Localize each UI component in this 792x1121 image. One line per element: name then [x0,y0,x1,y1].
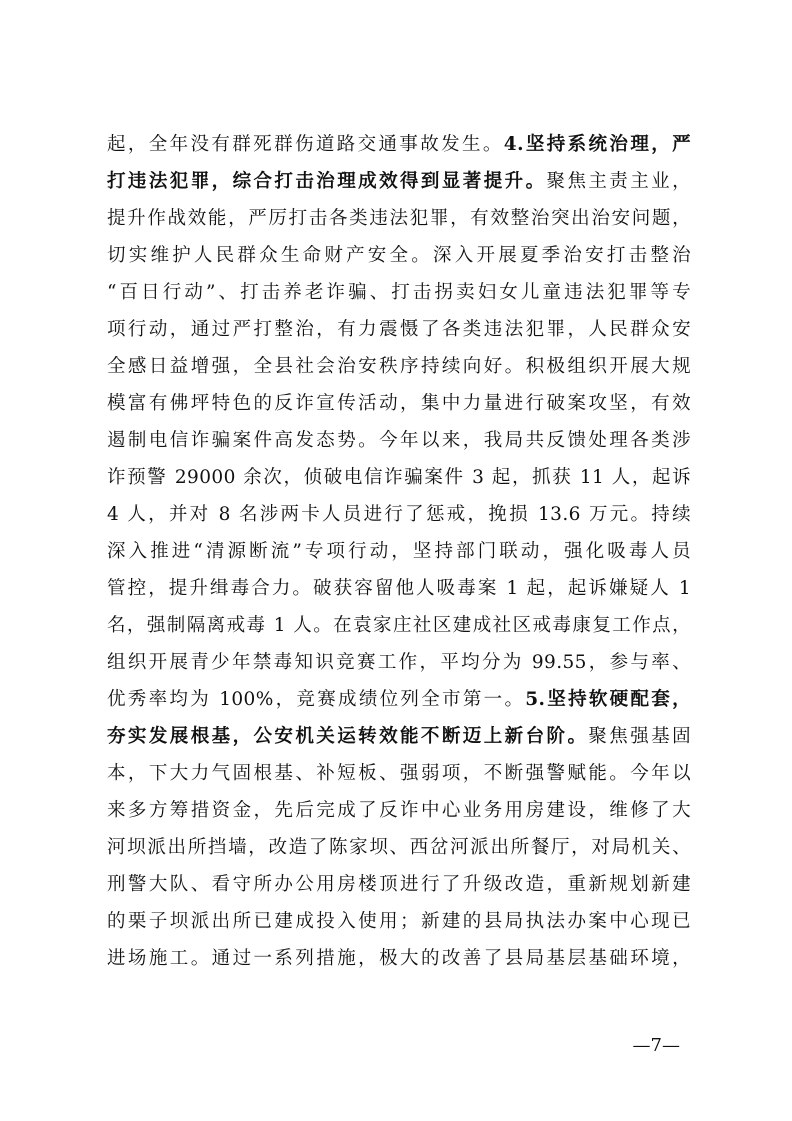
text-line [107,866,691,903]
text-line [107,755,691,792]
text-segment: 全感日益增强，全县社会治安秩序持续向好。积极组织开展大规 [107,356,691,377]
text-line [107,644,691,681]
page-number: —7— [632,1035,680,1056]
text-line [107,348,691,385]
text-segment: 提升作战效能，严厉打击各类违法犯罪，有效整治突出治安问题， [107,208,691,229]
text-line [107,311,691,348]
text-segment: 诈预警 29000 余次，侦破电信诈骗案件 3 起，抓获 11 人，起诉 [107,467,691,488]
text-segment: 本，下大力气固根基、补短板、强弱项，不断强警赋能。今年以 [107,763,691,784]
text-segment: 名，强制隔离戒毒 1 人。在袁家庄社区建成社区戒毒康复工作点， [107,615,691,636]
text-segment: 刑警大队、看守所办公用房楼顶进行了升级改造，重新规划新建 [107,874,691,895]
text-line [107,533,691,570]
text-line [107,459,691,496]
text-line [107,681,691,718]
text-line [107,496,691,533]
text-line [107,829,691,866]
text-line [107,385,691,422]
text-segment: 深入推进“清源断流”专项行动，坚持部门联动，强化吸毒人员 [107,541,691,562]
text-segment: 的栗子坝派出所已建成投入使用；新建的县局执法办案中心现已 [107,911,691,932]
text-line [107,718,691,755]
text-line [107,126,691,163]
text-segment: 遏制电信诈骗案件高发态势。今年以来，我局共反馈处理各类涉 [107,430,691,451]
text-line [107,607,691,644]
bold-text-segment: 5.坚持软硬配套， [525,689,691,710]
text-segment: 优秀率均为 100%，竞赛成绩位列全市第一。 [107,689,526,710]
text-line [107,903,691,940]
text-line [107,422,691,459]
text-segment: 进场施工。通过一系列措施，极大的改善了县局基层基础环境， [107,948,691,969]
text-line [107,274,691,311]
text-segment: 聚焦主责主业， [546,171,691,192]
bold-text-segment: 打违法犯罪，综合打击治理成效得到显著提升。 [107,171,547,192]
text-line [107,792,691,829]
text-line [107,163,691,200]
text-line [107,237,691,274]
body-paragraph [107,126,691,977]
text-line [107,200,691,237]
text-segment: 管控，提升缉毒合力。破获容留他人吸毒案 1 起，起诉嫌疑人 1 [107,578,691,599]
text-line [107,940,691,977]
text-segment: 项行动，通过严打整治，有力震慑了各类违法犯罪，人民群众安 [107,319,691,340]
text-segment: 组织开展青少年禁毒知识竞赛工作，平均分为 99.55，参与率、 [107,652,691,673]
text-segment: 切实维护人民群众生命财产安全。深入开展夏季治安打击整治 [107,245,691,266]
text-segment: 4 人，并对 8 名涉两卡人员进行了惩戒，挽损 13.6 万元。持续 [107,504,691,525]
text-segment: 模富有佛坪特色的反诈宣传活动，集中力量进行破案攻坚，有效 [107,393,691,414]
text-segment: 河坝派出所挡墙，改造了陈家坝、西岔河派出所餐厅，对局机关、 [107,837,691,858]
text-segment: 起，全年没有群死群伤道路交通事故发生。 [107,134,504,155]
bold-text-segment: 4.坚持系统治理，严 [503,134,691,155]
bold-text-segment: 夯实发展根基，公安机关运转效能不断迈上新台阶。 [107,726,589,747]
text-line [107,570,691,607]
text-segment: “百日行动”、打击养老诈骗、打击拐卖妇女儿童违法犯罪等专 [107,282,691,303]
text-segment: 聚焦强基固 [588,726,691,747]
text-segment: 来多方筹措资金，先后完成了反诈中心业务用房建设，维修了大 [107,800,691,821]
